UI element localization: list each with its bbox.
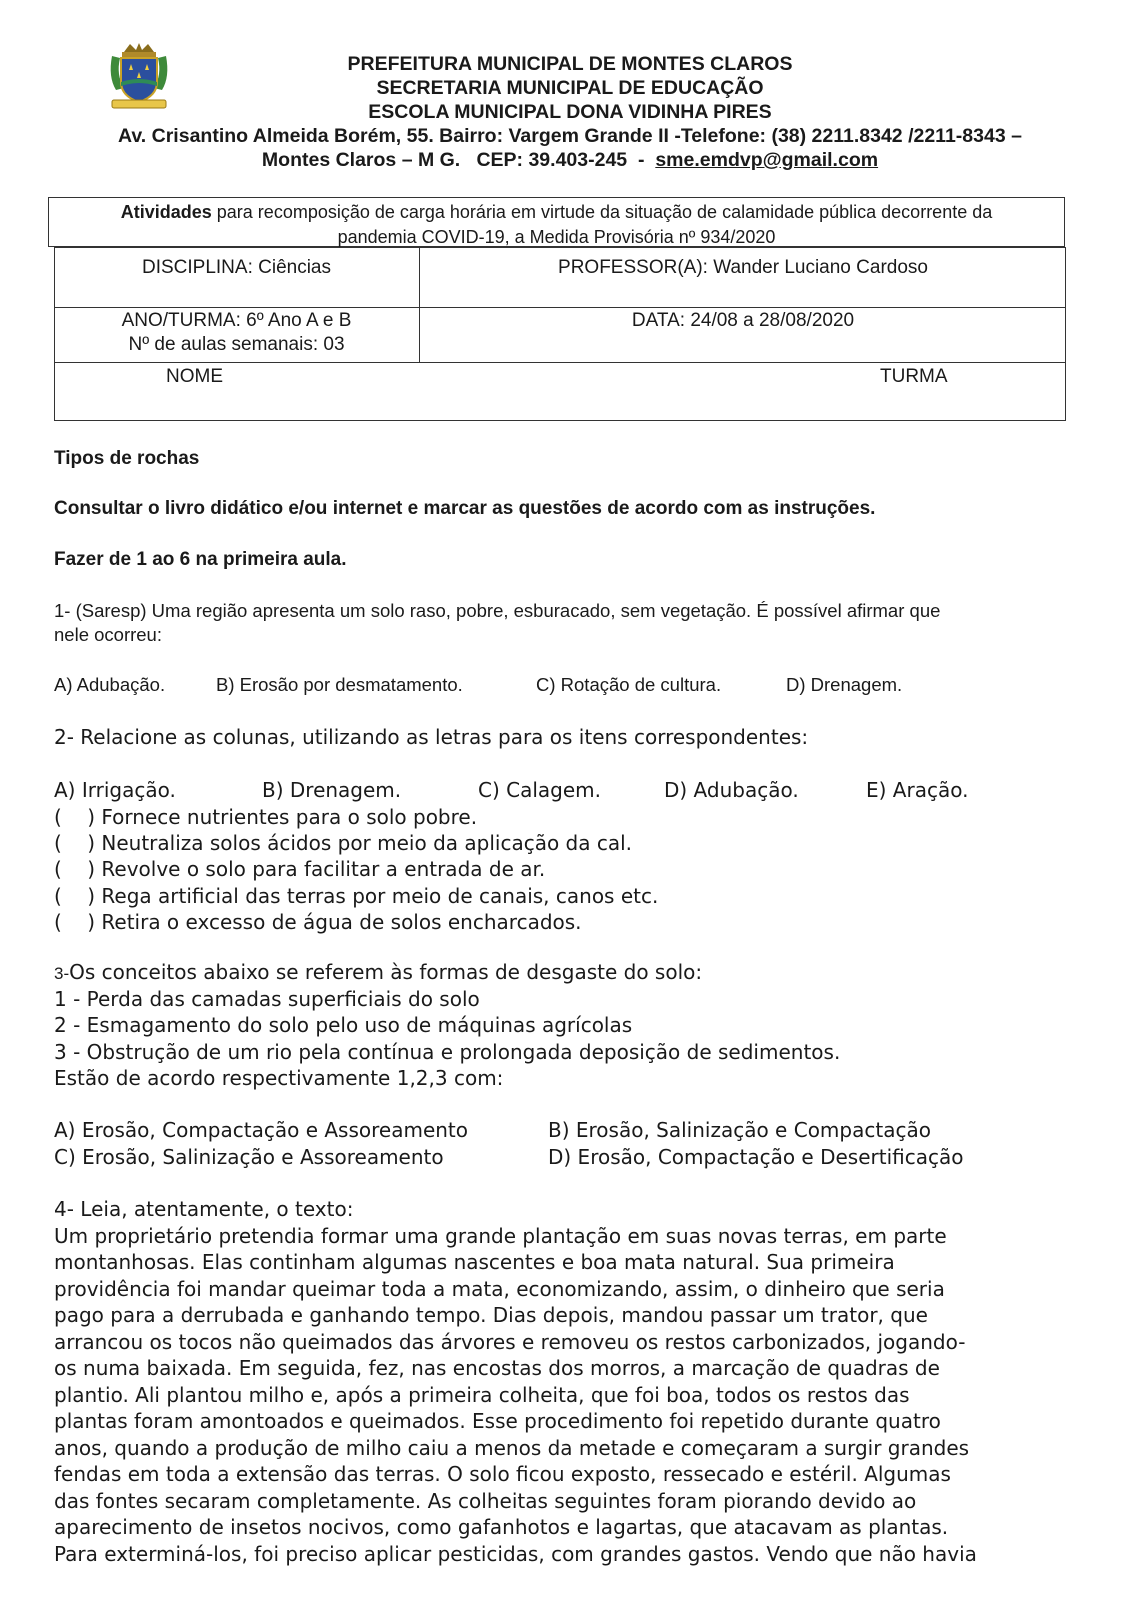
teacher-label: PROFESSOR(A): Wander Luciano Cardoso — [558, 257, 928, 278]
question-4-paragraph-line: anos, quando a produção de milho caiu a menos da metade e começaram a surgir grandes — [54, 1436, 970, 1460]
activities-line-2: pandemia COVID-19, a Medida Provisória nº 934/2020 — [337, 227, 776, 247]
activities-line-1 — [48, 202, 1065, 223]
question-2-option-c: C) Calagem. — [478, 778, 601, 802]
header-line-prefeitura: PREFEITURA MUNICIPAL DE MONTES CLAROS — [347, 53, 793, 75]
question-2-item[interactable]: ( ) Fornece nutrientes para o solo pobre. — [54, 805, 478, 829]
question-3-prompt: Estão de acordo respectivamente 1,2,3 com: — [54, 1066, 504, 1090]
discipline-label: DISCIPLINA: Ciências — [141, 257, 331, 278]
activities-bold: Atividades — [120, 202, 212, 222]
question-3-option-d: D) Erosão, Compactação e Desertificação — [548, 1145, 964, 1169]
class-field-label: TURMA — [880, 366, 948, 387]
header-line-address: Av. Crisantino Almeida Borém, 55. Bairro: Vargem Grande II -Telefone: (38) 2211.8342 /2211-8343 – — [118, 125, 1022, 147]
question-1-option-b: B) Erosão por desmatamento. — [216, 674, 463, 695]
question-3-title-text: Os conceitos abaixo se referem às formas de desgaste do solo: — [69, 960, 703, 984]
question-4-paragraph-line: plantio. Ali plantou milho e, após a primeira colheita, que foi boa, todos os restos das — [54, 1383, 910, 1407]
question-4-paragraph-line: pago para a derrubada e ganhando tempo. Dias depois, mandou passar um trator, que — [54, 1303, 928, 1327]
question-3-concept: 3 - Obstrução de um rio pela contínua e prolongada deposição de sedimentos. — [54, 1040, 841, 1064]
info-table-row-line — [54, 307, 1066, 308]
header-line-escola: ESCOLA MUNICIPAL DONA VIDINHA PIRES — [368, 101, 772, 123]
question-1-option-d: D) Drenagem. — [786, 674, 903, 695]
question-4-paragraph-line: montanhosas. Elas continham algumas nascentes e boa mata natural. Sua primeira — [54, 1250, 895, 1274]
question-2-item[interactable]: ( ) Retira o excesso de água de solos encharcados. — [54, 910, 582, 934]
question-2-item[interactable]: ( ) Revolve o solo para facilitar a entrada de ar. — [54, 857, 546, 881]
question-3-option-c: C) Erosão, Salinização e Assoreamento — [54, 1145, 444, 1169]
question-1-text: nele ocorreu: — [54, 624, 162, 645]
question-4-paragraph-line: providência foi mandar queimar toda a mata, economizando, assim, o dinheiro que seria — [54, 1277, 945, 1301]
question-4-title: 4- Leia, atentamente, o texto: — [54, 1197, 354, 1221]
header-email-link[interactable]: sme.emdvp@gmail.com — [655, 149, 879, 171]
header-line-city — [40, 148, 1100, 172]
question-3-number: 3- — [54, 964, 70, 983]
question-2-option-a: A) Irrigação. — [54, 778, 176, 802]
question-3-option-a: A) Erosão, Compactação e Assoreamento — [54, 1118, 469, 1142]
name-field-label: NOME — [166, 366, 223, 387]
question-2-option-e: E) Aração. — [866, 778, 969, 802]
question-4-paragraph-line: os numa baixada. Em seguida, fez, nas encostas dos morros, a marcação de quadras de — [54, 1356, 940, 1380]
question-1-option-c: C) Rotação de cultura. — [536, 674, 722, 695]
question-2-option-d: D) Adubação. — [664, 778, 799, 802]
date-label: DATA: 24/08 a 28/08/2020 — [631, 310, 855, 331]
question-3-concept: 2 - Esmagamento do solo pelo uso de máquinas agrícolas — [54, 1013, 633, 1037]
activities-rest: para recomposição de carga horária em virtude da situação de calamidade pública decorrente da — [211, 202, 993, 222]
question-4-paragraph-line: Um proprietário pretendia formar uma grande plantação em suas novas terras, em parte — [54, 1224, 947, 1248]
question-4-paragraph-line: arrancou os tocos não queimados das árvores e removeu os restos carbonizados, jogando- — [54, 1330, 966, 1354]
instruction-consult: Consultar o livro didático e/ou internet e marcar as questões de acordo com as instruções. — [54, 498, 876, 519]
question-4-paragraph-line: plantas foram amontoados e queimados. Esse procedimento foi repetido durante quatro — [54, 1409, 941, 1433]
question-1-option-a: A) Adubação. — [54, 674, 166, 695]
info-table-row-line — [54, 362, 1066, 363]
question-4-paragraph-line: fendas em toda a extensão das terras. O solo ficou exposto, ressecado e estéril. Algumas — [54, 1462, 951, 1486]
question-2-option-b: B) Drenagem. — [262, 778, 402, 802]
header-city-cep: Montes Claros – M G. CEP: 39.403-245 - — [261, 149, 656, 171]
year-class-label: ANO/TURMA: 6º Ano A e B — [121, 310, 352, 331]
question-3-title — [54, 960, 702, 984]
question-3-option-b: B) Erosão, Salinização e Compactação — [548, 1118, 931, 1142]
weekly-classes-label: Nº de aulas semanais: 03 — [128, 334, 345, 355]
question-4-paragraph-line: das fontes secaram completamente. As colheitas seguintes foram piorando devido ao — [54, 1489, 917, 1513]
question-2-title: 2- Relacione as colunas, utilizando as letras para os itens correspondentes: — [54, 725, 809, 749]
question-2-item[interactable]: ( ) Rega artificial das terras por meio de canais, canos etc. — [54, 884, 659, 908]
question-4-paragraph-line: aparecimento de insetos nocivos, como gafanhotos e lagartas, que atacavam as plantas. — [54, 1515, 949, 1539]
question-1-text: 1- (Saresp) Uma região apresenta um solo raso, pobre, esburacado, sem vegetação. É possível afirmar que — [54, 600, 941, 621]
question-4-paragraph-line: Para exterminá-los, foi preciso aplicar pesticidas, com grandes gastos. Vendo que não havia — [54, 1542, 977, 1566]
page-title: Tipos de rochas — [54, 448, 200, 469]
question-3-concept: 1 - Perda das camadas superficiais do solo — [54, 987, 480, 1011]
instruction-first-class: Fazer de 1 ao 6 na primeira aula. — [54, 549, 347, 570]
question-2-item[interactable]: ( ) Neutraliza solos ácidos por meio da aplicação da cal. — [54, 831, 633, 855]
header-line-secretaria: SECRETARIA MUNICIPAL DE EDUCAÇÃO — [376, 77, 764, 99]
